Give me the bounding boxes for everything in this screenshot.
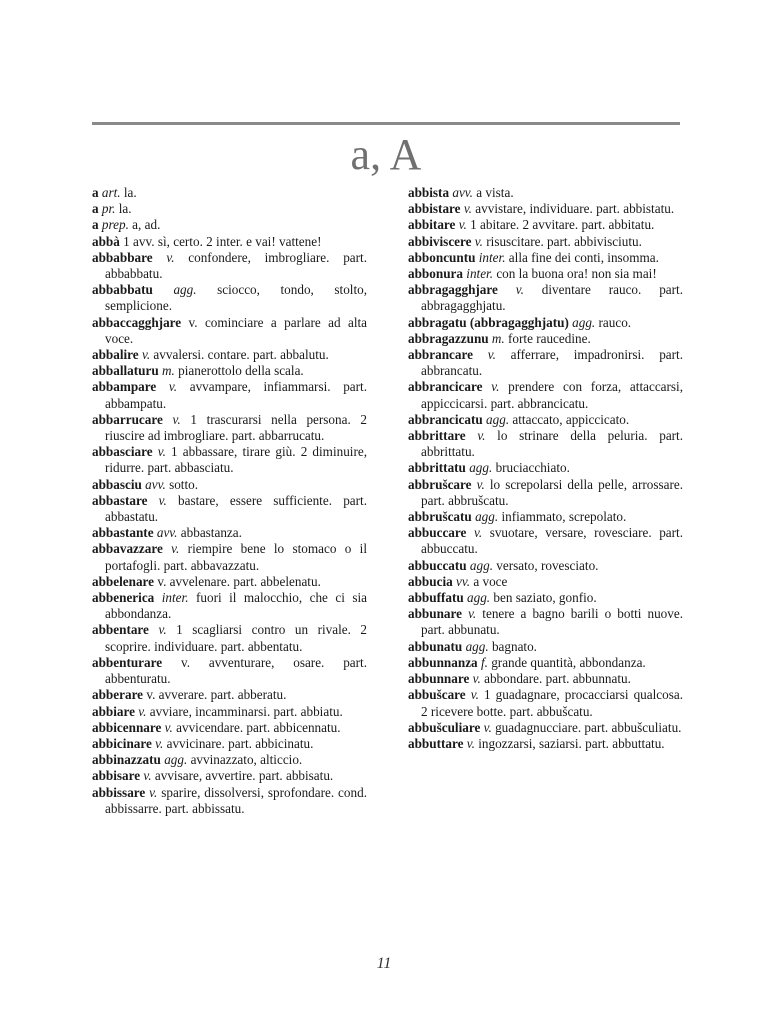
entry-headword: abbrancicare: [408, 379, 483, 395]
entry-definition: riempire bene lo stomaco o il portafogli. part. abbavazzatu.: [105, 541, 368, 573]
entry-grammar-label: v.: [155, 735, 164, 751]
entry-definition: bastare, essere sufficiente. part. abbastatu.: [105, 492, 367, 525]
dictionary-entry: [408, 720, 683, 736]
entry-definition: bagnato.: [491, 638, 537, 654]
dictionary-entry: [92, 720, 367, 736]
entry-definition: afferrare, impadronirsi. part. abbrancatu.: [421, 347, 683, 379]
entry-definition: risuscitare. part. abbivisciutu.: [486, 233, 642, 249]
entry-headword: abbrušcatu: [408, 509, 472, 525]
entry-definition: tenere a bagno barili o botti nuove. part. abbunatu.: [421, 606, 684, 638]
entry-definition: 1 abitare. 2 avvitare. part. abbitatu.: [470, 217, 655, 233]
entry-headword: abbaccagghjare: [92, 314, 182, 330]
dictionary-entry: [408, 201, 683, 217]
entry-definition: fuori il malocchio, che ci sia abbondanza.: [105, 590, 368, 622]
entry-definition: rauco.: [598, 314, 632, 330]
entry-grammar-label: m.: [162, 363, 175, 379]
entry-definition: bruciacchiato.: [495, 460, 570, 476]
dictionary-entry: [408, 331, 683, 347]
entry-grammar-label: inter.: [478, 249, 506, 265]
dictionary-entry: [92, 687, 367, 703]
entry-definition: avvalersi. contare. part. abbalutu.: [153, 347, 329, 363]
entry-definition: avvistare, individuare. part. abbistatu.: [475, 201, 675, 217]
entry-grammar-label: v.: [477, 428, 486, 444]
dictionary-entry: [92, 622, 367, 654]
entry-headword: abbrittatu: [408, 460, 466, 476]
entry-grammar-label: agg.: [465, 638, 489, 654]
entry-headword: abbunatu: [408, 638, 463, 654]
entry-definition: 1 abbassare, tirare giù. 2 diminuire, ridurre. part. abbasciatu.: [105, 444, 368, 476]
dictionary-entry: [408, 347, 683, 379]
entry-headword: abbucia: [408, 573, 453, 589]
dictionary-entry: [92, 477, 367, 493]
entry-definition: 1 avv. sì, certo. 2 inter. e vai! vattene!: [123, 233, 322, 249]
entry-headword: abbrušcare: [408, 476, 472, 492]
entry-definition: la.: [118, 201, 132, 217]
dictionary-entry: [408, 379, 683, 411]
entry-definition: a vista.: [476, 185, 514, 200]
entry-headword: abbiviscere: [408, 233, 472, 249]
entry-headword: abbunnare: [408, 671, 470, 687]
entry-definition: v. avventurare, osare. part. abbenturatu.: [105, 654, 367, 687]
dictionary-entry: [92, 234, 367, 250]
entry-headword: abbasciare: [92, 444, 153, 460]
dictionary-entry: [408, 460, 683, 476]
dictionary-entry: [92, 201, 367, 217]
entry-headword: a: [92, 217, 99, 233]
entry-headword: abbušculiare: [408, 719, 481, 735]
dictionary-entry: [408, 509, 683, 525]
entry-grammar-label: v.: [474, 233, 483, 249]
dictionary-entry: [92, 347, 367, 363]
entry-definition: 1 trascurarsi nella persona. 2 riuscire ad imbrogliare. part. abbarrucatu.: [105, 411, 368, 444]
dictionary-entry: [92, 444, 367, 476]
dictionary-entry: [408, 736, 683, 752]
entry-headword: abbenturare: [92, 654, 163, 670]
entry-grammar-label: v.: [472, 671, 481, 687]
entry-grammar-label: v.: [515, 282, 524, 298]
entry-headword: abbà: [92, 233, 120, 249]
entry-definition: alla fine dei conti, insomma.: [508, 249, 659, 265]
dictionary-entry: [408, 428, 683, 460]
entry-headword: abbonura: [408, 266, 463, 282]
entry-definition: sotto.: [169, 476, 199, 492]
entry-definition: forte raucedine.: [508, 330, 591, 346]
dictionary-entry: [408, 687, 683, 719]
dictionary-entry: [408, 639, 683, 655]
entry-headword: abbicinare: [92, 735, 152, 751]
entry-grammar-label: v.: [463, 201, 472, 217]
entry-definition: avviare, incamminarsi. part. abbiatu.: [149, 703, 343, 719]
entry-definition: avvampare, infiammarsi. part. abbampatu.: [105, 379, 367, 411]
entry-grammar-label: f.: [480, 654, 488, 670]
entry-grammar-label: inter.: [161, 590, 189, 606]
entry-definition: v. cominciare a parlare ad alta voce.: [105, 314, 368, 346]
entry-headword: abbrittare: [408, 428, 466, 444]
entry-grammar-label: v.: [466, 735, 475, 751]
entry-headword: abbastare: [92, 492, 148, 508]
dictionary-entry: [92, 785, 367, 817]
dictionary-entry: [408, 185, 683, 201]
entry-grammar-label: prep.: [101, 217, 129, 233]
entry-headword: abbistare: [408, 201, 461, 217]
entry-headword: abbrancicatu: [408, 411, 483, 427]
dictionary-entry: [92, 736, 367, 752]
entry-definition: lo strinare della peluria. part. abbrittatu.: [421, 428, 684, 460]
dictionary-entry: [408, 590, 683, 606]
entry-headword: abbampare: [92, 379, 157, 395]
entry-headword: a: [92, 201, 99, 217]
entry-definition: avvicinare. part. abbicinatu.: [166, 735, 314, 751]
entry-headword: abbušcare: [408, 687, 466, 703]
dictionary-entry: [92, 379, 367, 411]
entry-grammar-label: agg.: [475, 509, 499, 525]
dictionary-entry: [408, 217, 683, 233]
dictionary-entry: [408, 412, 683, 428]
entry-definition: infiammato, screpolato.: [501, 509, 627, 525]
entry-grammar-label: v.: [470, 687, 479, 703]
entry-headword: abbastante: [92, 525, 154, 541]
entry-grammar-label: v.: [164, 719, 173, 735]
entry-grammar-label: v.: [172, 411, 181, 427]
entry-definition: versato, rovesciato.: [496, 557, 599, 573]
entry-definition: diventare rauco. part. abbragagghjatu.: [421, 282, 683, 314]
entry-grammar-label: v.: [157, 444, 166, 460]
entry-headword: abbuccare: [408, 525, 467, 541]
entry-grammar-label: agg.: [164, 752, 188, 768]
dictionary-entry: [92, 541, 367, 573]
dictionary-entry: [408, 250, 683, 266]
dictionary-entry: [92, 363, 367, 379]
entry-grammar-label: agg.: [467, 590, 491, 606]
dictionary-entry: [408, 234, 683, 250]
entry-headword: abbista: [408, 185, 450, 200]
entry-grammar-label: v.: [138, 703, 147, 719]
entry-definition: ben saziato, gonfio.: [493, 590, 597, 606]
entry-grammar-label: v.: [158, 492, 167, 508]
dictionary-entry: [408, 266, 683, 282]
entry-definition: svuotare, versare, rovesciare. part. abbuccatu.: [421, 525, 684, 557]
dictionary-entry: [408, 282, 683, 314]
entry-definition: sparire, dissolversi, sprofondare. cond. abbissarre. part. abbissatu.: [105, 784, 367, 816]
entry-definition: a, ad.: [132, 217, 161, 233]
entry-definition: sciocco, tondo, stolto, semplicione.: [105, 282, 368, 314]
entry-headword: abbrancare: [408, 347, 473, 363]
entry-headword: abbinazzatu: [92, 752, 161, 768]
entry-grammar-label: v.: [483, 719, 492, 735]
entry-definition: abbastanza.: [180, 525, 242, 541]
entry-headword: abbasciu: [92, 476, 142, 492]
entry-headword: abbissare: [92, 784, 146, 800]
entry-definition: avvicendare. part. abbicennatu.: [176, 719, 341, 735]
dictionary-entry: [408, 574, 683, 590]
entry-headword: abballaturu: [92, 363, 159, 379]
entry-grammar-label: agg.: [469, 557, 493, 573]
entry-headword: abbabbare: [92, 249, 153, 265]
entry-grammar-label: v.: [458, 217, 467, 233]
entry-definition: prendere con forza, attaccarsi, appiccicarsi. part. abbrancicatu.: [421, 379, 684, 411]
dictionary-entry: [92, 217, 367, 233]
entry-definition: v. avvelenare. part. abbelenatu.: [157, 573, 321, 589]
entry-grammar-label: avv.: [145, 476, 166, 492]
entry-headword: abbragagghjare: [408, 282, 498, 298]
entry-definition: lo screpolarsi della pelle, arrossare. part. abbrušcatu.: [421, 476, 684, 508]
entry-grammar-label: m.: [491, 330, 505, 346]
entry-headword: abbavazzare: [92, 541, 163, 557]
section-letter-heading: a, A: [350, 130, 422, 179]
entry-grammar-label: agg.: [572, 314, 596, 330]
entry-headword: a: [92, 185, 99, 200]
entry-definition: avvinazzato, alticcio.: [190, 752, 303, 768]
entry-headword: abbentare: [92, 622, 149, 638]
entry-grammar-label: v.: [491, 379, 500, 395]
dictionary-entry: [92, 768, 367, 784]
entry-grammar-label: vv.: [456, 573, 471, 589]
entry-headword: abberare: [92, 687, 144, 703]
entry-grammar-label: v.: [476, 476, 485, 492]
dictionary-entry: [92, 574, 367, 590]
entry-grammar-label: v.: [149, 784, 158, 800]
entry-definition: pianerottolo della scala.: [178, 363, 304, 379]
entry-headword: abbragazzunu: [408, 330, 489, 346]
dictionary-entry: [408, 558, 683, 574]
entry-grammar-label: v.: [171, 541, 180, 557]
entry-headword: abbenerica: [92, 590, 155, 606]
entry-grammar-label: v.: [143, 768, 152, 784]
entry-headword: abbunnanza: [408, 654, 478, 670]
entry-definition: la.: [123, 185, 137, 200]
entry-definition: 1 guadagnare, procacciarsi qualcosa. 2 ricevere botte. part. abbušcatu.: [421, 687, 684, 719]
dictionary-entry: [408, 315, 683, 331]
dictionary-entry: [92, 704, 367, 720]
entry-definition: confondere, imbrogliare. part. abbabbatu.: [105, 249, 367, 282]
entry-definition: guadagnucciare. part. abbušculiatu.: [495, 719, 682, 735]
entry-headword: abbiare: [92, 703, 135, 719]
entry-grammar-label: pr.: [101, 201, 116, 217]
dictionary-entry: [408, 671, 683, 687]
left-column: [92, 185, 367, 817]
entry-headword: abbunare: [408, 606, 462, 622]
right-column: [408, 185, 683, 752]
entry-headword: abbabbatu: [92, 282, 153, 298]
entry-grammar-label: avv.: [452, 185, 473, 200]
entry-grammar-label: v.: [468, 606, 477, 622]
entry-headword: abbisare: [92, 768, 141, 784]
dictionary-entry: [92, 752, 367, 768]
entry-definition: abbondare. part. abbunnatu.: [484, 671, 631, 687]
dictionary-entry: [408, 655, 683, 671]
entry-headword: abbarrucare: [92, 411, 163, 427]
top-rule: [92, 122, 680, 125]
entry-grammar-label: v.: [141, 347, 151, 363]
dictionary-entry: [92, 655, 367, 687]
entry-headword: abbicennare: [92, 719, 162, 735]
entry-grammar-label: agg.: [173, 282, 197, 298]
dictionary-entry: [408, 606, 683, 638]
dictionary-entry: [92, 412, 367, 444]
entry-definition: avvisare, avvertire. part. abbisatu.: [154, 768, 334, 784]
entry-headword: abbragatu (abbragagghjatu): [408, 314, 569, 330]
entry-headword: abbalire: [92, 347, 139, 363]
entry-grammar-label: agg.: [486, 411, 510, 427]
dictionary-entry: [408, 525, 683, 557]
dictionary-entry: [92, 250, 367, 282]
entry-grammar-label: v.: [487, 347, 496, 363]
entry-definition: ingozzarsi, saziarsi. part. abbuttatu.: [478, 735, 665, 751]
dictionary-entry: [92, 525, 367, 541]
entry-headword: abbitare: [408, 217, 456, 233]
entry-headword: abboncuntu: [408, 249, 476, 265]
entry-headword: abbuffatu: [408, 590, 464, 606]
dictionary-entry: [92, 590, 367, 622]
entry-definition: grande quantità, abbondanza.: [491, 654, 646, 670]
entry-definition: v. avverare. part. abberatu.: [146, 687, 287, 703]
entry-grammar-label: v.: [158, 622, 167, 638]
entry-grammar-label: avv.: [156, 525, 178, 541]
entry-definition: con la buona ora! non sia mai!: [496, 266, 657, 282]
entry-grammar-label: v.: [166, 249, 175, 265]
entry-grammar-label: art.: [101, 185, 121, 200]
dictionary-entry: [408, 477, 683, 509]
entry-headword: abbelenare: [92, 573, 155, 589]
page-number: 11: [376, 955, 392, 972]
dictionary-entry: [92, 493, 367, 525]
entry-definition: a voce: [473, 573, 508, 589]
entry-grammar-label: v.: [168, 379, 178, 395]
entry-headword: abbuttare: [408, 735, 464, 751]
entry-headword: abbuccatu: [408, 557, 467, 573]
entry-grammar-label: v.: [473, 525, 483, 541]
entry-definition: 1 scagliarsi contro un rivale. 2 scoprire. individuare. part. abbentatu.: [105, 622, 368, 654]
dictionary-entry: [92, 185, 367, 201]
dictionary-entry: [92, 282, 367, 314]
entry-grammar-label: inter.: [466, 266, 494, 282]
entry-grammar-label: agg.: [469, 460, 493, 476]
dictionary-entry: [92, 315, 367, 347]
entry-definition: attaccato, appiccicato.: [512, 411, 630, 427]
